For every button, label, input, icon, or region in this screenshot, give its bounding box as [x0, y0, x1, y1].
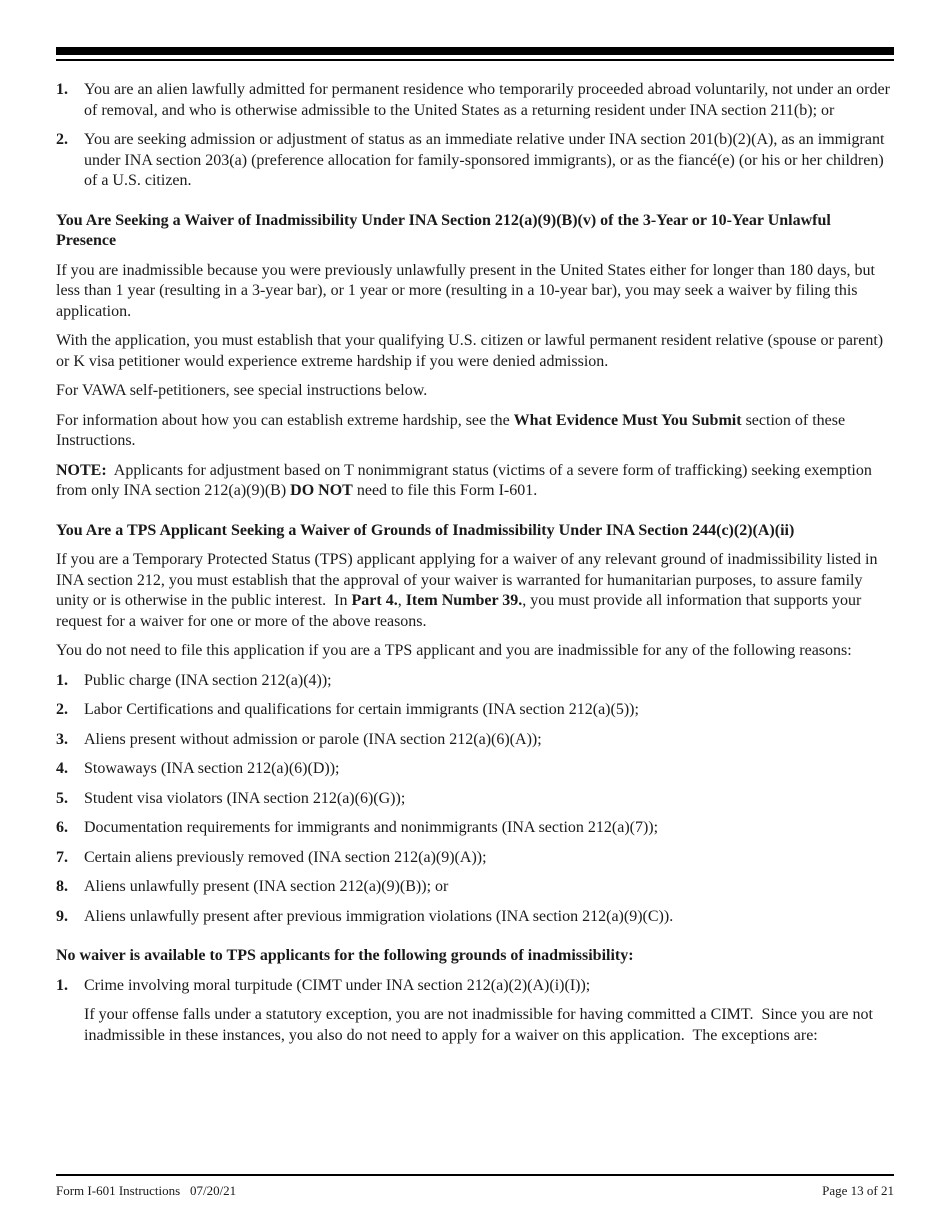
note-label: NOTE: — [56, 461, 107, 479]
text-run: , — [397, 592, 406, 609]
text-run: If you are a Temporary Protected Status (TPS) applicant applying for a waiver of any relevant ground of inadmissibility listed in INA section 212, you must establish that the approval of your waiver is warranted for humanitarian purposes, to assure family unity or is otherwise in the public interest. In — [56, 551, 882, 609]
document-page — [56, 0, 894, 1230]
header-rule-thick — [56, 47, 894, 55]
list-number: 4. — [56, 760, 68, 777]
text-run: need to file this Form I-601. — [352, 482, 538, 499]
list-item — [56, 976, 894, 997]
list-item — [56, 789, 894, 810]
paragraph: For VAWA self-petitioners, see special instructions below. — [56, 382, 428, 399]
footer-form-name: Form I-601 Instructions 07/20/21 — [56, 1183, 237, 1198]
list-text: Aliens unlawfully present (INA section 212(a)(9)(B)); or — [84, 878, 449, 895]
emphasis-do-not: DO NOT — [290, 482, 353, 499]
list-text: Certain aliens previously removed (INA section 212(a)(9)(A)); — [84, 848, 487, 866]
list-item — [56, 700, 894, 721]
list-text: Aliens unlawfully present after previous immigration violations (INA section 212(a)(9)(C)). — [84, 907, 674, 925]
list-number: 2. — [56, 701, 68, 718]
footer-page-number: Page 13 of 21 — [822, 1183, 894, 1198]
header-rule-thin — [56, 59, 894, 61]
item-reference: Item Number 39. — [405, 592, 523, 609]
paragraph-extreme-hardship — [56, 411, 894, 452]
list-text: You are seeking admission or adjustment of status as an immediate relative under INA section 201(b)(2)(A), as an immigrant under INA section 203(a) (preference allocation for family-sponsored immigrants), or as the fiancé(e) (or his or her children) of a U.S. citizen. — [84, 131, 885, 189]
list-number: 1. — [56, 976, 68, 994]
list-item — [56, 730, 894, 751]
text-run: section of these Instructions. — [56, 411, 846, 449]
paragraph-tps — [56, 550, 894, 632]
list-number: 2. — [56, 131, 68, 148]
list-number: 5. — [56, 789, 68, 807]
list-item — [56, 848, 894, 869]
paragraph: If you are inadmissible because you were previously unlawfully present in the United States either for longer than 180 days, but less than 1 year (resulting in a 3-year bar), or 1 year or more (resulting in a 10-year bar), you may seek a waiver by filing this application. — [56, 261, 875, 320]
section-heading-tps: You Are a TPS Applicant Seeking a Waiver of Grounds of Inadmissibility Under INA Section 244(c)(2)(A)(ii) — [56, 521, 795, 539]
list-item — [56, 671, 894, 692]
list-text: Crime involving moral turpitude (CIMT under INA section 212(a)(2)(A)(i)(I)); — [84, 976, 591, 994]
section-heading-no-waiver: No waiver is available to TPS applicants for the following grounds of inadmissibility: — [56, 947, 634, 964]
list-item — [56, 877, 894, 898]
list-text: Documentation requirements for immigrants and nonimmigrants (INA section 212(a)(7)); — [84, 819, 659, 836]
list-text: Labor Certifications and qualifications for certain immigrants (INA section 212(a)(5)); — [84, 701, 639, 718]
list-text: Stowaways (INA section 212(a)(6)(D)); — [84, 760, 340, 777]
list-text: Public charge (INA section 212(a)(4)); — [84, 671, 332, 689]
list-number: 6. — [56, 819, 68, 836]
text-run: , you must provide all information that supports your request for a waiver for one or more of the above reasons. — [56, 592, 866, 630]
list-text: Aliens present without admission or parole (INA section 212(a)(6)(A)); — [84, 730, 542, 748]
cimt-exception-paragraph: If your offense falls under a statutory exception, you are not inadmissible for having committed a CIMT. Since you are not inadmissible in these instances, you also do not need to apply for a waiver on this application. The exceptions are: — [84, 1006, 877, 1044]
section-heading-unlawful-presence: You Are Seeking a Waiver of Inadmissibility Under INA Section 212(a)(9)(B)(v) of the 3-Year or 10-Year Unlawful Presence — [56, 211, 831, 249]
note-paragraph — [56, 461, 894, 502]
list-text: Student visa violators (INA section 212(a)(6)(G)); — [84, 789, 406, 807]
page-content — [56, 80, 894, 1055]
list-item — [56, 759, 894, 780]
list-number: 7. — [56, 848, 68, 866]
list-number: 8. — [56, 878, 68, 895]
paragraph: You do not need to file this application if you are a TPS applicant and you are inadmissible for any of the following reasons: — [56, 642, 852, 659]
section-reference: What Evidence Must You Submit — [513, 411, 742, 429]
list-item — [56, 818, 894, 839]
list-text: You are an alien lawfully admitted for permanent residence who temporarily proceeded abroad voluntarily, not under an order of removal, and who is otherwise admissible to the United States as a returning resident under INA section 211(b); or — [84, 81, 890, 119]
paragraph: With the application, you must establish that your qualifying U.S. citizen or lawful permanent resident relative (spouse or parent) or K visa petitioner would experience extreme hardship if you were denied admission. — [56, 332, 884, 370]
text-run: For information about how you can establish extreme hardship, see the — [56, 411, 514, 429]
part-reference: Part 4. — [351, 592, 398, 609]
list-number: 3. — [56, 730, 68, 748]
footer-rule — [56, 1174, 894, 1176]
list-number: 1. — [56, 81, 68, 98]
list-item — [56, 130, 894, 192]
list-item — [56, 80, 894, 121]
list-number: 9. — [56, 907, 68, 925]
list-item — [56, 907, 894, 928]
text-run: Applicants for adjustment based on T nonimmigrant status (victims of a severe form of trafficking) seeking exemption from only INA section 212(a)(9)(B) — [56, 461, 876, 499]
list-number: 1. — [56, 671, 68, 689]
